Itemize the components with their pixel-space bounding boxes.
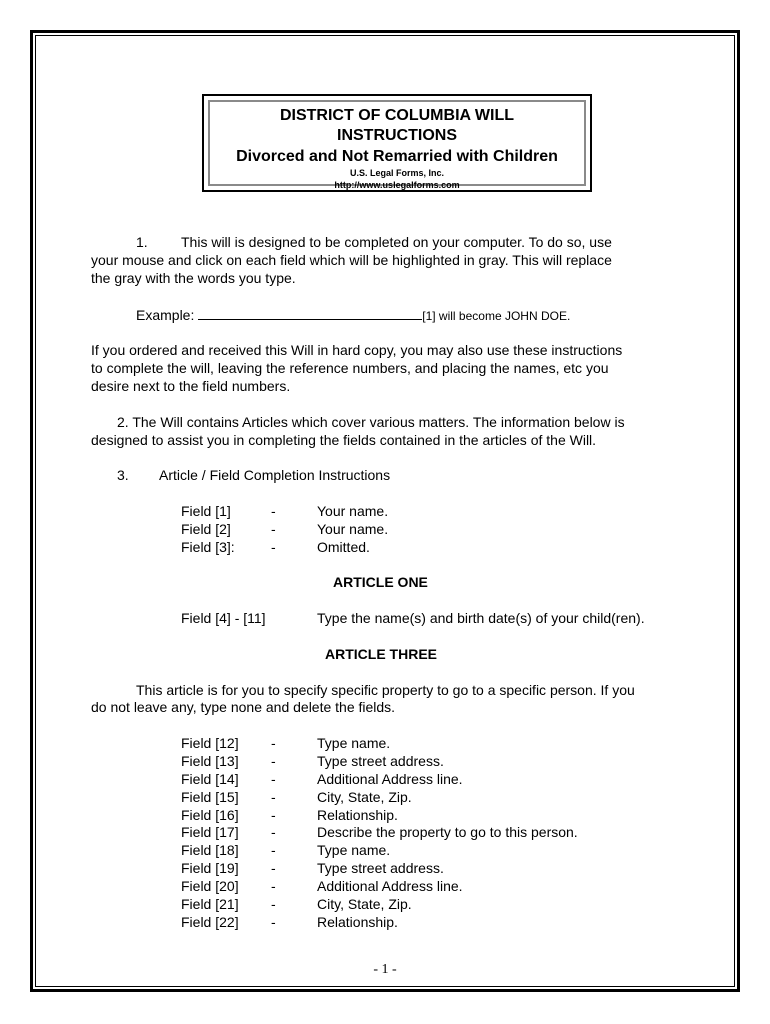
field-dash: - <box>271 503 276 519</box>
p2-line-1: If you ordered and received this Will in hard copy, you may also use these instructions <box>91 342 623 358</box>
title-box-inner <box>208 100 586 190</box>
field-4-11-label: Field [4] - [11] <box>181 610 266 626</box>
field-description: Your name. <box>317 503 389 519</box>
field-dash: - <box>271 878 276 894</box>
field-description: Your name. <box>317 521 389 537</box>
p3-line-2: designed to assist you in completing the fields contained in the articles of the Will. <box>91 432 597 448</box>
field-dash: - <box>271 860 276 876</box>
field-label: Field [13] <box>181 753 239 769</box>
company-name: U.S. Legal Forms, Inc. <box>349 168 445 178</box>
field-dash: - <box>271 753 276 769</box>
field-label: Field [21] <box>181 896 239 912</box>
p4-heading: Article / Field Completion Instructions <box>159 467 391 483</box>
p3-line-1: 2. The Will contains Articles which cover various matters. The information below is <box>117 414 625 430</box>
field-description: Relationship. <box>317 914 398 930</box>
field-label: Field [20] <box>181 878 239 894</box>
field-label: Field [15] <box>181 789 239 805</box>
field-description: Type name. <box>317 842 391 858</box>
field-label: Field [3]: <box>181 539 235 555</box>
field-4-11-description: Type the name(s) and birth date(s) of your child(ren). <box>317 610 645 626</box>
field-description: Type street address. <box>317 860 444 876</box>
field-description: Additional Address line. <box>317 878 463 894</box>
field-dash: - <box>271 539 276 555</box>
field-description: City, State, Zip. <box>317 789 412 805</box>
p5-line-1: This article is for you to specify specific property to go to a specific person. If you <box>136 682 635 698</box>
field-description: Additional Address line. <box>317 771 463 787</box>
field-dash: - <box>271 807 276 823</box>
title-line-1: DISTRICT OF COLUMBIA WILL <box>279 107 515 124</box>
field-description: Describe the property to go to this person. <box>317 824 578 840</box>
field-label: Field [16] <box>181 807 239 823</box>
example-label: Example: <box>136 307 195 323</box>
page-number: - 1 - <box>373 962 397 977</box>
example-blank <box>198 305 422 320</box>
field-description: Type street address. <box>317 753 444 769</box>
field-description: Type name. <box>317 735 391 751</box>
field-label: Field [14] <box>181 771 239 787</box>
field-label: Field [17] <box>181 824 239 840</box>
field-dash: - <box>271 789 276 805</box>
field-label: Field [1] <box>181 503 231 519</box>
title-box <box>202 94 592 192</box>
p5-line-2: do not leave any, type none and delete the fields. <box>91 699 396 715</box>
article-three-heading: ARTICLE THREE <box>325 646 437 662</box>
field-description: Omitted. <box>317 539 370 555</box>
field-dash: - <box>271 771 276 787</box>
field-dash: - <box>271 824 276 840</box>
example-line <box>136 305 570 325</box>
p2-line-2: to complete the will, leaving the reference numbers, and placing the names, etc you <box>91 360 609 376</box>
field-label: Field [2] <box>181 521 231 537</box>
field-dash: - <box>271 735 276 751</box>
p1-line-2: your mouse and click on each field which will be highlighted in gray. This will replace <box>91 252 612 268</box>
company-url: http://www.uslegalforms.com <box>334 180 460 190</box>
field-dash: - <box>271 914 276 930</box>
p4-number: 3. <box>117 467 129 483</box>
title-line-2: INSTRUCTIONS <box>337 127 457 144</box>
p1-line-1: This will is designed to be completed on your computer. To do so, use <box>181 234 612 250</box>
p2-line-3: desire next to the field numbers. <box>91 378 291 394</box>
p1-number: 1. <box>136 234 148 250</box>
field-dash: - <box>271 521 276 537</box>
p1-line-3: the gray with the words you type. <box>91 270 296 286</box>
field-label: Field [19] <box>181 860 239 876</box>
field-dash: - <box>271 896 276 912</box>
article-one-heading: ARTICLE ONE <box>333 574 428 590</box>
example-suffix: [1] will become JOHN DOE. <box>422 309 571 323</box>
title-line-3: Divorced and Not Remarried with Children <box>236 148 558 165</box>
field-dash: - <box>271 842 276 858</box>
field-description: City, State, Zip. <box>317 896 412 912</box>
field-label: Field [12] <box>181 735 239 751</box>
field-label: Field [18] <box>181 842 239 858</box>
field-label: Field [22] <box>181 914 239 930</box>
field-description: Relationship. <box>317 807 398 823</box>
